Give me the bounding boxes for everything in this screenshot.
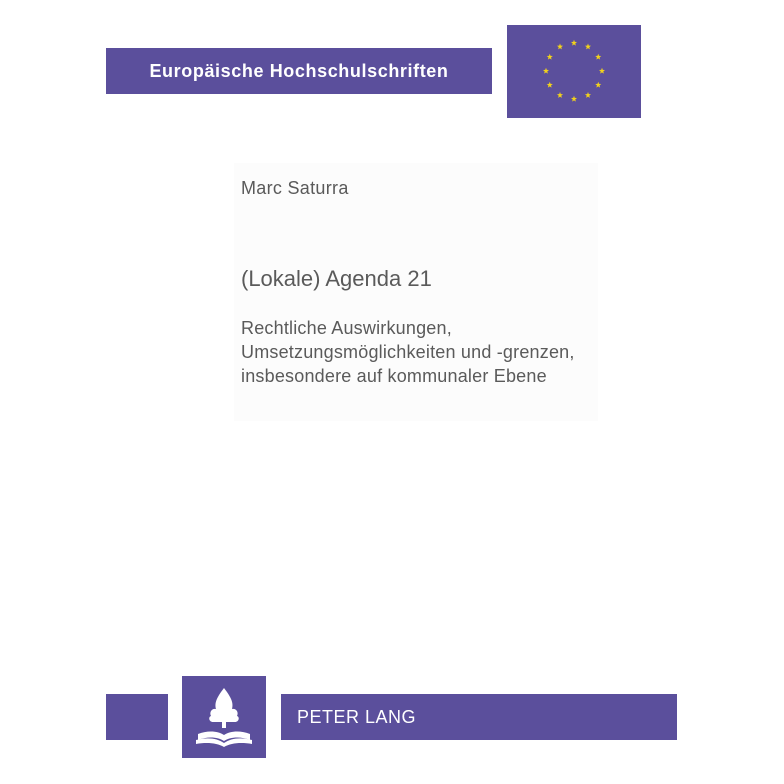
star-icon xyxy=(547,82,553,88)
subtitle-line: Umsetzungsmöglichkeiten und -grenzen, xyxy=(241,342,575,362)
star-icon xyxy=(547,54,553,60)
star-icon xyxy=(585,44,591,50)
star-icon xyxy=(571,96,577,102)
star-icon xyxy=(543,68,549,74)
publisher-name: PETER LANG xyxy=(297,706,417,727)
star-icon xyxy=(571,40,577,46)
eu-flag-icon xyxy=(507,25,641,118)
publisher-banner xyxy=(281,694,677,740)
logo-graphic xyxy=(182,676,266,758)
subtitle-line: insbesondere auf kommunaler Ebene xyxy=(241,366,547,386)
star-icon xyxy=(599,68,605,74)
star-icon xyxy=(595,82,601,88)
peter-lang-logo-icon xyxy=(182,676,266,758)
series-title: Europäische Hochschulschriften xyxy=(149,60,449,81)
star-icon xyxy=(595,54,601,60)
star-icon xyxy=(585,92,591,98)
star-icon xyxy=(557,44,563,50)
star-icon xyxy=(557,92,563,98)
book-title: (Lokale) Agenda 21 xyxy=(241,266,432,291)
eu-stars xyxy=(507,25,641,118)
author-name: Marc Saturra xyxy=(241,178,349,198)
footer-block xyxy=(106,694,168,740)
book-subtitle xyxy=(241,316,601,388)
series-banner xyxy=(106,48,492,94)
subtitle-line: Rechtliche Auswirkungen, xyxy=(241,318,452,338)
